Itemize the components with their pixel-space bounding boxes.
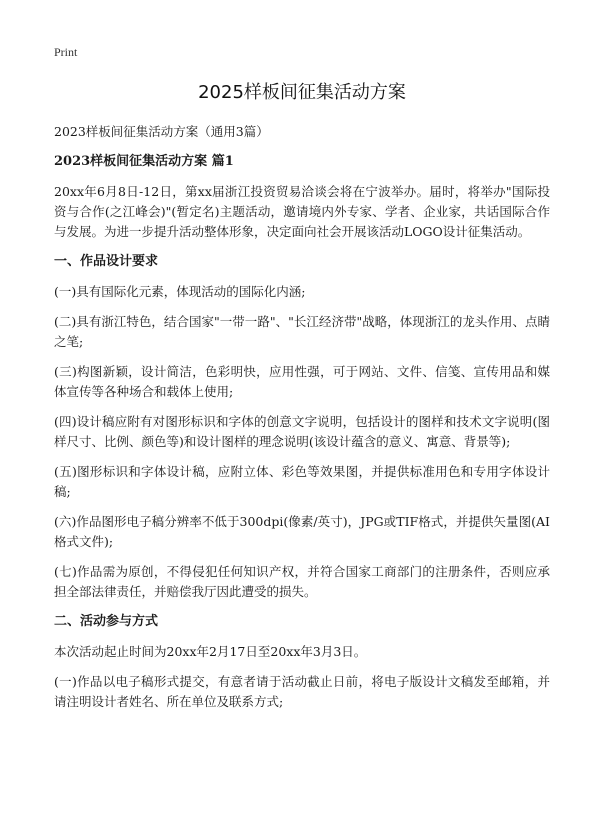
requirement-item: (二)具有浙江特色，结合国家"一带一路"、"长江经济带"战略，体现浙江的龙头作用、点睛之笔; (54, 314, 550, 349)
document-subtitle: 2023样板间征集活动方案（通用3篇） (54, 124, 269, 139)
requirement-item: (四)设计稿应附有对图形标识和字体的创意文字说明，包括设计的图样和技术文字说明(图样尺寸、比例、颜色等)和设计图样的理念说明(该设计蕴含的意义、寓意、背景等); (54, 414, 550, 449)
requirement-item: (七)作品需为原创，不得侵犯任何知识产权，并符合国家工商部门的注册条件，否则应承担全部法律责任，并赔偿我厅因此遭受的损失。 (54, 564, 550, 599)
requirement-item: (六)作品图形电子稿分辨率不低于300dpi(像素/英寸)，JPG或TIF格式，并提供矢量图(AI格式文件); (54, 514, 550, 549)
heading-design-requirements: 一、作品设计要求 (54, 254, 159, 269)
heading-participation: 二、活动参与方式 (54, 614, 159, 629)
timeframe-paragraph: 本次活动起止时间为20xx年2月17日至20xx年3月3日。 (54, 644, 367, 659)
section-heading: 2023样板间征集活动方案 篇1 (54, 154, 234, 169)
requirement-item: (三)构图新颖，设计简洁，色彩明快，应用性强，可于网站、文件、信笺、宣传用品和媒体宣传等各种场合和载体上使用; (54, 364, 550, 399)
print-label: Print (54, 45, 78, 59)
intro-paragraph: 20xx年6月8日-12日，第xx届浙江投资贸易洽谈会将在宁波举办。届时，将举办"国际投资与合作(之江峰会)"(暂定名)主题活动，邀请境内外专家、学者、企业家，共话国际合作与发展。为进一步提升活动整体形象，决定面向社会开展该活动LOGO设计征集活动。 (54, 184, 550, 239)
document-title: 2025样板间征集活动方案 (198, 82, 406, 103)
requirement-item: (一)具有国际化元素，体现活动的国际化内涵; (54, 284, 306, 299)
participation-item: (一)作品以电子稿形式提交，有意者请于活动截止日前，将电子版设计文稿发至邮箱，并请注明设计者姓名、所在单位及联系方式; (54, 674, 550, 709)
requirement-item: (五)图形标识和字体设计稿，应附立体、彩色等效果图，并提供标准用色和专用字体设计稿; (54, 464, 550, 499)
